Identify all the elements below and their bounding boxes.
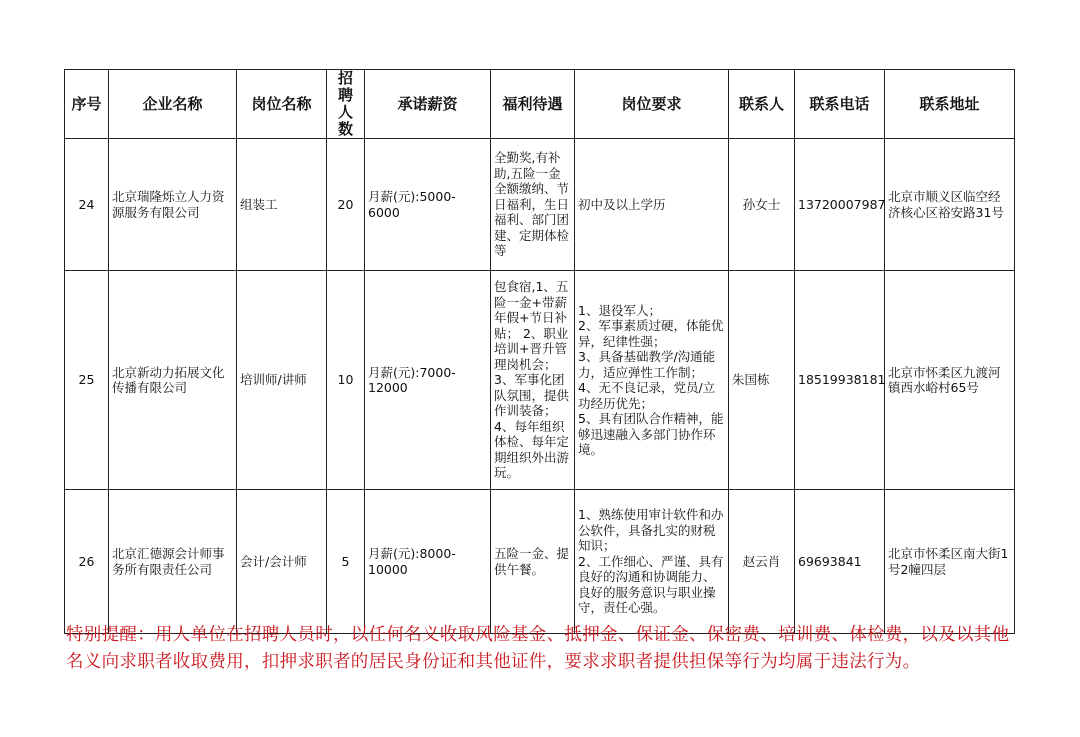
cell-salary: 月薪(元):8000-10000	[365, 490, 491, 634]
cell-count: 10	[327, 271, 365, 490]
cell-requirements: 初中及以上学历	[575, 139, 729, 271]
header-position: 岗位名称	[237, 70, 327, 139]
cell-count: 5	[327, 490, 365, 634]
header-benefits: 福利待遇	[491, 70, 575, 139]
table-row	[65, 490, 1015, 634]
header-address: 联系地址	[885, 70, 1015, 139]
cell-address: 北京市顺义区临空经济核心区裕安路31号	[885, 139, 1015, 271]
table-row	[65, 139, 1015, 271]
cell-position: 培训师/讲师	[237, 271, 327, 490]
header-company: 企业名称	[109, 70, 237, 139]
header-contact: 联系人	[729, 70, 795, 139]
header-no: 序号	[65, 70, 109, 139]
header-count: 招聘人数	[327, 70, 365, 139]
cell-address: 北京市怀柔区九渡河镇西水峪村65号	[885, 271, 1015, 490]
job-table	[64, 69, 1015, 634]
header-salary: 承诺薪资	[365, 70, 491, 139]
cell-contact: 朱国栋	[729, 271, 795, 490]
cell-requirements: 1、退役军人； 2、军事素质过硬，体能优异，纪律性强； 3、具备基础教学/沟通能力，适应弹性工作制； 4、无不良记录，党员/立功经历优先； 5、具有团队合作精神，能够迅速融入多部门协作环境。	[575, 271, 729, 490]
cell-contact: 赵云肖	[729, 490, 795, 634]
cell-company: 北京瑞隆烁立人力资源服务有限公司	[109, 139, 237, 271]
cell-company: 北京新动力拓展文化传播有限公司	[109, 271, 237, 490]
cell-salary: 月薪(元):7000-12000	[365, 271, 491, 490]
warning-notice: 特别提醒：用人单位在招聘人员时，以任何名义收取风险基金、抵押金、保证金、保密费、培训费、体检费，以及以其他名义向求职者收取费用，扣押求职者的居民身份证和其他证件，要求求职者提供担保等行为均属于违法行为。	[66, 625, 1010, 672]
cell-phone: 18519938181	[795, 271, 885, 490]
cell-requirements: 1、熟练使用审计软件和办公软件，具备扎实的财税知识； 2、工作细心、严谨、具有良好的沟通和协调能力、良好的服务意识与职业操守，责任心强。	[575, 490, 729, 634]
table-row	[65, 271, 1015, 490]
cell-position: 会计/会计师	[237, 490, 327, 634]
cell-company: 北京汇德源会计师事务所有限责任公司	[109, 490, 237, 634]
cell-no: 26	[65, 490, 109, 634]
header-phone: 联系电话	[795, 70, 885, 139]
header-row	[65, 70, 1015, 139]
cell-count: 20	[327, 139, 365, 271]
cell-benefits: 包食宿,1、五险一金+带薪年假+节日补贴； 2、职业培训+晋升管理岗机会；3、军事化团队氛围，提供作训装备；4、每年组织体检、每年定期组织外出游玩。	[491, 271, 575, 490]
cell-salary: 月薪(元):5000-6000	[365, 139, 491, 271]
cell-phone: 69693841	[795, 490, 885, 634]
cell-no: 24	[65, 139, 109, 271]
cell-benefits: 五险一金、提供午餐。	[491, 490, 575, 634]
cell-phone: 13720007987	[795, 139, 885, 271]
cell-no: 25	[65, 271, 109, 490]
cell-address: 北京市怀柔区南大街1号2幢四层	[885, 490, 1015, 634]
cell-contact: 孙女士	[729, 139, 795, 271]
header-requirements: 岗位要求	[575, 70, 729, 139]
cell-benefits: 全勤奖,有补助,五险一金全额缴纳、节日福利，生日福利、部门团建、定期体检等	[491, 139, 575, 271]
cell-position: 组装工	[237, 139, 327, 271]
